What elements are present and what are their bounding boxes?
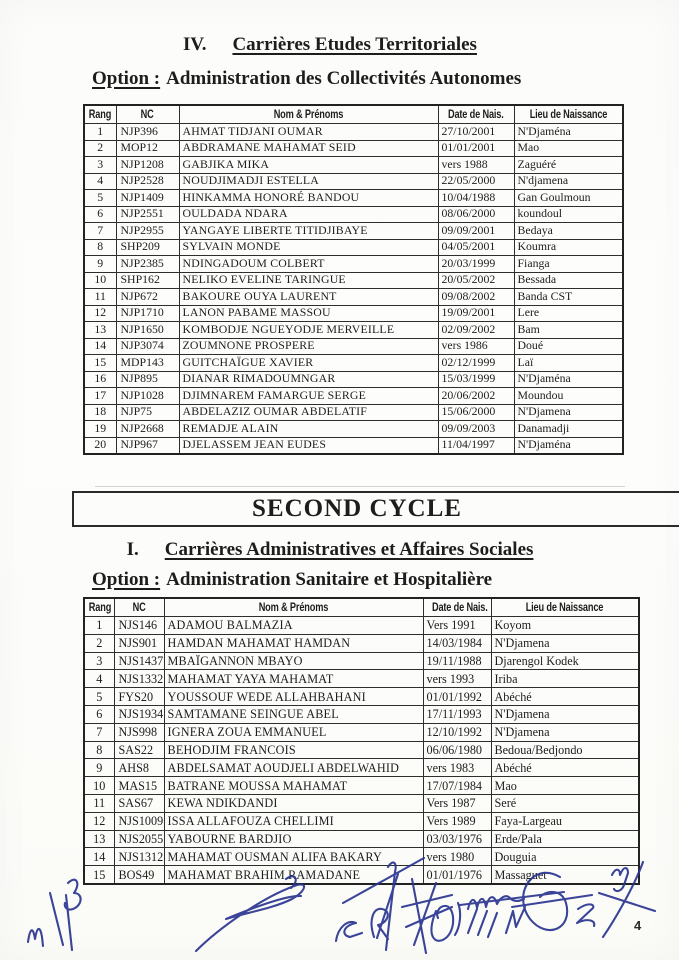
cell-date-naissance: 22/05/2000 [438, 173, 514, 190]
cell-nom-prenoms: REMADJE ALAIN [179, 421, 438, 438]
cell-date-naissance: 20/06/2002 [438, 388, 514, 405]
col-nom-prenoms: Nom & Prénoms [164, 598, 423, 617]
table-row [84, 206, 623, 223]
table-row [84, 794, 639, 812]
cell-lieu-naissance: Fianga [514, 256, 623, 273]
table-row [84, 634, 639, 652]
cell-nc: AHS8 [114, 759, 164, 777]
cell-date-naissance: 01/01/1992 [423, 688, 491, 706]
cell-rang: 8 [84, 239, 116, 256]
table-row [84, 388, 623, 405]
cell-nc: NJS998 [114, 723, 164, 741]
col-date-naissance: Date de Nais. [438, 105, 514, 124]
cell-nc: SHP162 [116, 272, 179, 289]
scan-artifact-line [95, 486, 625, 487]
cell-nc: SAS67 [114, 794, 164, 812]
cell-lieu-naissance: Gan Goulmoun [514, 190, 623, 207]
table-row [84, 830, 639, 848]
signature-stroke [196, 884, 304, 951]
cell-nom-prenoms: BATRANE MOUSSA MAHAMAT [164, 777, 423, 795]
cell-rang: 5 [84, 190, 116, 207]
cell-date-naissance: vers 1983 [423, 759, 491, 777]
table-row [84, 705, 639, 723]
cell-rang: 15 [84, 355, 116, 372]
table-row [84, 723, 639, 741]
cell-nc: MAS15 [114, 777, 164, 795]
cell-nc: NJP2551 [116, 206, 179, 223]
col-nc: NC [114, 598, 164, 617]
cell-nom-prenoms: SYLVAIN MONDE [179, 239, 438, 256]
col-date-naissance: Date de Nais. [423, 598, 491, 617]
cell-lieu-naissance: N'Djamena [491, 634, 639, 652]
table-row [84, 305, 623, 322]
cell-nom-prenoms: YOUSSOUF WEDE ALLAHBAHANI [164, 688, 423, 706]
cell-lieu-naissance: Bam [514, 322, 623, 339]
cell-lieu-naissance: Laï [514, 355, 623, 372]
section-title: Carrières Administratives et Affaires Sociales [164, 539, 534, 560]
cell-date-naissance: 04/05/2001 [438, 239, 514, 256]
cell-nom-prenoms: ABDRAMANE MAHAMAT SEID [179, 140, 438, 157]
second-cycle-banner [72, 491, 679, 527]
cell-nom-prenoms: MAHAMAT OUSMAN ALIFA BAKARY [164, 848, 423, 866]
cell-date-naissance: 15/03/1999 [438, 371, 514, 388]
table-row [84, 371, 623, 388]
table-row [84, 338, 623, 355]
cell-rang: 18 [84, 404, 116, 421]
cell-rang: 20 [84, 437, 116, 454]
cell-date-naissance: 01/01/1976 [423, 866, 491, 884]
cell-lieu-naissance: N'Djaména [514, 437, 623, 454]
table-row [84, 157, 623, 174]
cell-rang: 7 [84, 223, 116, 240]
option-title: Administration Sanitaire et Hospitalière [166, 569, 493, 590]
signature-stroke [372, 909, 388, 939]
cell-rang: 2 [84, 140, 116, 157]
cell-rang: 4 [84, 670, 114, 688]
cell-lieu-naissance: Koumra [514, 239, 623, 256]
table-row [84, 759, 639, 777]
table-row [84, 223, 623, 240]
cell-date-naissance: 02/09/2002 [438, 322, 514, 339]
cell-nom-prenoms: KEWA NDIKDANDI [164, 794, 423, 812]
cell-date-naissance: 20/03/1999 [438, 256, 514, 273]
cell-nc: NJP2528 [116, 173, 179, 190]
table-row [84, 848, 639, 866]
cell-date-naissance: 15/06/2000 [438, 404, 514, 421]
cell-nc: NJP1208 [116, 157, 179, 174]
cell-rang: 5 [84, 688, 114, 706]
cell-nom-prenoms: HINKAMMA HONORÉ BANDOU [179, 190, 438, 207]
cell-rang: 13 [84, 830, 114, 848]
cell-nc: NJS2055 [114, 830, 164, 848]
cell-lieu-naissance: Faya-Largeau [491, 812, 639, 830]
cell-rang: 15 [84, 866, 114, 884]
cell-date-naissance: 02/12/1999 [438, 355, 514, 372]
cell-nc: MOP12 [116, 140, 179, 157]
cell-date-naissance: Vers 1987 [423, 794, 491, 812]
option-title: Administration des Collectivités Autonomes [166, 68, 522, 89]
table-row [84, 140, 623, 157]
cell-nom-prenoms: NELIKO EVELINE TARINGUE [179, 272, 438, 289]
cell-nom-prenoms: SAMTAMANE SEINGUE ABEL [164, 705, 423, 723]
cell-nc: SHP209 [116, 239, 179, 256]
table-row [84, 652, 639, 670]
cell-nom-prenoms: GUITCHAÏGUE XAVIER [179, 355, 438, 372]
cell-nc: NJP1710 [116, 305, 179, 322]
cell-nom-prenoms: YANGAYE LIBERTE TITIDJIBAYE [179, 223, 438, 240]
cell-rang: 12 [84, 305, 116, 322]
col-rang: Rang [84, 598, 114, 617]
cell-nc: NJP2955 [116, 223, 179, 240]
cell-date-naissance: 06/06/1980 [423, 741, 491, 759]
cell-rang: 17 [84, 388, 116, 405]
cell-lieu-naissance: koundoul [514, 206, 623, 223]
cell-rang: 11 [84, 289, 116, 306]
cell-lieu-naissance: Danamadji [514, 421, 623, 438]
signature-stroke [599, 893, 655, 911]
cell-lieu-naissance: N'Djamena [514, 404, 623, 421]
cell-lieu-naissance: Iriba [491, 670, 639, 688]
cell-rang: 10 [84, 777, 114, 795]
cell-nc: NJP2668 [116, 421, 179, 438]
signature-stroke [506, 907, 525, 933]
cell-rang: 1 [84, 617, 114, 635]
cell-lieu-naissance: Abéché [491, 759, 639, 777]
signature-stroke [577, 904, 594, 926]
cell-lieu-naissance: Moundou [514, 388, 623, 405]
cell-date-naissance: Vers 1989 [423, 812, 491, 830]
signature-stroke [431, 906, 453, 941]
cell-rang: 9 [84, 759, 114, 777]
col-nom-prenoms: Nom & Prénoms [179, 105, 438, 124]
cell-nc: NJP672 [116, 289, 179, 306]
option-label: Option : [92, 569, 161, 590]
cell-date-naissance: Vers 1991 [423, 617, 491, 635]
cell-nc: SAS22 [114, 741, 164, 759]
table-row [84, 355, 623, 372]
cell-rang: 8 [84, 741, 114, 759]
cell-date-naissance: 19/11/1988 [423, 652, 491, 670]
table-row [84, 617, 639, 635]
table-row [84, 256, 623, 273]
cell-nom-prenoms: HAMDAN MAHAMAT HAMDAN [164, 634, 423, 652]
cell-date-naissance: 17/11/1993 [423, 705, 491, 723]
option-line-1 [92, 68, 521, 90]
cell-rang: 1 [84, 124, 116, 141]
col-lieu-naissance: Lieu de Naissance [491, 598, 639, 617]
table-row [84, 866, 639, 884]
table-row [84, 124, 623, 141]
carrieres-territoriales-table [83, 104, 624, 455]
cell-lieu-naissance: Koyom [491, 617, 639, 635]
cell-rang: 16 [84, 371, 116, 388]
cell-nom-prenoms: GABJIKA MIKA [179, 157, 438, 174]
cell-nom-prenoms: KOMBODJE NGUEYODJE MERVEILLE [179, 322, 438, 339]
cell-nom-prenoms: DIANAR RIMADOUMNGAR [179, 371, 438, 388]
cell-nc: NJP396 [116, 124, 179, 141]
cell-lieu-naissance: Abéché [491, 688, 639, 706]
cell-nom-prenoms: MAHAMAT YAYA MAHAMAT [164, 670, 423, 688]
cell-nom-prenoms: MAHAMAT BRAHIM RAMADANE [164, 866, 423, 884]
cell-nom-prenoms: BAKOURE OUYA LAURENT [179, 289, 438, 306]
cell-lieu-naissance: Doué [514, 338, 623, 355]
cell-nom-prenoms: NOUDJIMADJI ESTELLA [179, 173, 438, 190]
cell-date-naissance: vers 1986 [438, 338, 514, 355]
col-rang: Rang [84, 105, 116, 124]
cell-lieu-naissance: N'djamena [514, 173, 623, 190]
table-header-row [84, 598, 639, 617]
cell-nc: NJS1009 [114, 812, 164, 830]
cell-date-naissance: 03/03/1976 [423, 830, 491, 848]
cell-date-naissance: 20/05/2002 [438, 272, 514, 289]
option-label: Option : [92, 68, 161, 89]
cell-nc: NJS1437 [114, 652, 164, 670]
cell-date-naissance: 09/08/2002 [438, 289, 514, 306]
cell-nc: NJP1028 [116, 388, 179, 405]
cell-nc: MDP143 [116, 355, 179, 372]
table-row [84, 289, 623, 306]
cell-nc: NJP895 [116, 371, 179, 388]
signature-stroke [50, 893, 63, 945]
table-row [84, 688, 639, 706]
cell-lieu-naissance: Bedaya [514, 223, 623, 240]
section-i-heading [0, 539, 660, 561]
signature-stroke [336, 922, 362, 941]
table-row [84, 404, 623, 421]
cell-nc: NJS1934 [114, 705, 164, 723]
cell-rang: 3 [84, 157, 116, 174]
cell-nom-prenoms: OULDADA NDARA [179, 206, 438, 223]
table-row [84, 322, 623, 339]
cell-nom-prenoms: DJIMNAREM FAMARGUE SERGE [179, 388, 438, 405]
cell-lieu-naissance: N'Djamena [491, 705, 639, 723]
table-row [84, 190, 623, 207]
cell-rang: 10 [84, 272, 116, 289]
cell-rang: 11 [84, 794, 114, 812]
cell-rang: 7 [84, 723, 114, 741]
cell-nc: FYS20 [114, 688, 164, 706]
signature-stroke [460, 892, 564, 905]
cell-nom-prenoms: AHMAT TIDJANI OUMAR [179, 124, 438, 141]
section-numeral: IV. [183, 34, 207, 55]
cell-lieu-naissance: N'Djaména [514, 371, 623, 388]
signature-stroke [402, 879, 452, 953]
cell-nc: BOS49 [114, 866, 164, 884]
cell-lieu-naissance: Seré [491, 794, 639, 812]
cell-lieu-naissance: N'Djaména [514, 124, 623, 141]
signature-stroke [455, 903, 460, 935]
signature-stroke [468, 896, 524, 909]
cell-date-naissance: vers 1993 [423, 670, 491, 688]
cell-rang: 4 [84, 173, 116, 190]
cell-lieu-naissance: Bessada [514, 272, 623, 289]
cell-date-naissance: 09/09/2003 [438, 421, 514, 438]
cell-nom-prenoms: BEHODJIM FRANCOIS [164, 741, 423, 759]
cell-rang: 19 [84, 421, 116, 438]
cell-rang: 2 [84, 634, 114, 652]
cell-date-naissance: 11/04/1997 [438, 437, 514, 454]
table-row [84, 670, 639, 688]
option-line-2 [92, 569, 492, 591]
cell-lieu-naissance: Djarengol Kodek [491, 652, 639, 670]
cell-nom-prenoms: ZOUMNONE PROSPERE [179, 338, 438, 355]
cell-lieu-naissance: Massaguet [491, 866, 639, 884]
cell-lieu-naissance: Banda CST [514, 289, 623, 306]
cell-nc: NJS1312 [114, 848, 164, 866]
cell-nc: NJP3074 [116, 338, 179, 355]
cell-nc: NJS146 [114, 617, 164, 635]
cell-nom-prenoms: NDINGADOUM COLBERT [179, 256, 438, 273]
cell-date-naissance: 09/09/2001 [438, 223, 514, 240]
cell-date-naissance: 12/10/1992 [423, 723, 491, 741]
cell-date-naissance: vers 1980 [423, 848, 491, 866]
cell-date-naissance: 08/06/2000 [438, 206, 514, 223]
cell-nom-prenoms: ABDELSAMAT AOUDJELI ABDELWAHID [164, 759, 423, 777]
cell-nom-prenoms: ADAMOU BALMAZIA [164, 617, 423, 635]
signature-stroke [512, 895, 592, 907]
cell-nom-prenoms: IGNERA ZOUA EMMANUEL [164, 723, 423, 741]
second-cycle-title: SECOND CYCLE [252, 495, 462, 522]
cell-lieu-naissance: Mao [514, 140, 623, 157]
table-row [84, 421, 623, 438]
cell-rang: 6 [84, 705, 114, 723]
table-row [84, 437, 623, 454]
cell-nc: NJP2385 [116, 256, 179, 273]
cell-lieu-naissance: Lere [514, 305, 623, 322]
cell-nom-prenoms: YABOURNE BARDJIO [164, 830, 423, 848]
cell-nc: NJP75 [116, 404, 179, 421]
cell-nom-prenoms: LANON PABAME MASSOU [179, 305, 438, 322]
cell-rang: 6 [84, 206, 116, 223]
section-iv-heading [0, 34, 660, 56]
cell-lieu-naissance: N'Djamena [491, 723, 639, 741]
col-lieu-naissance: Lieu de Naissance [514, 105, 623, 124]
cell-nom-prenoms: MBAÏGANNON MBAYO [164, 652, 423, 670]
cell-date-naissance: 19/09/2001 [438, 305, 514, 322]
table-row [84, 239, 623, 256]
cell-rang: 14 [84, 338, 116, 355]
cell-nc: NJS901 [114, 634, 164, 652]
section-title: Carrières Etudes Territoriales [232, 34, 477, 55]
table-row [84, 272, 623, 289]
cell-rang: 14 [84, 848, 114, 866]
col-nc: NC [116, 105, 179, 124]
table-row [84, 812, 639, 830]
cell-date-naissance: 17/07/1984 [423, 777, 491, 795]
cell-nom-prenoms: ABDELAZIZ OUMAR ABDELATIF [179, 404, 438, 421]
table-row [84, 741, 639, 759]
cell-nom-prenoms: ISSA ALLAFOUZA CHELLIMI [164, 812, 423, 830]
cell-lieu-naissance: Mao [491, 777, 639, 795]
section-numeral: I. [126, 539, 139, 560]
sanitaire-hospitaliere-table [83, 597, 640, 885]
cell-rang: 12 [84, 812, 114, 830]
table-header-row [84, 105, 623, 124]
signature-stroke [468, 909, 497, 937]
cell-nc: NJP967 [116, 437, 179, 454]
cell-date-naissance: 01/01/2001 [438, 140, 514, 157]
cell-rang: 3 [84, 652, 114, 670]
page-number: 4 [634, 918, 642, 933]
cell-rang: 9 [84, 256, 116, 273]
cell-nc: NJP1409 [116, 190, 179, 207]
cell-rang: 13 [84, 322, 116, 339]
cell-lieu-naissance: Zaguéré [514, 157, 623, 174]
cell-nc: NJS1332 [114, 670, 164, 688]
cell-nom-prenoms: DJELASSEM JEAN EUDES [179, 437, 438, 454]
cell-date-naissance: vers 1988 [438, 157, 514, 174]
cell-lieu-naissance: Douguia [491, 848, 639, 866]
cell-date-naissance: 10/04/1988 [438, 190, 514, 207]
cell-date-naissance: 27/10/2001 [438, 124, 514, 141]
signature-stroke [28, 929, 43, 946]
cell-lieu-naissance: Erde/Pala [491, 830, 639, 848]
table-row [84, 777, 639, 795]
cell-nc: NJP1650 [116, 322, 179, 339]
signature-stroke [65, 880, 81, 950]
table-row [84, 173, 623, 190]
cell-lieu-naissance: Bedoua/Bedjondo [491, 741, 639, 759]
cell-date-naissance: 14/03/1984 [423, 634, 491, 652]
